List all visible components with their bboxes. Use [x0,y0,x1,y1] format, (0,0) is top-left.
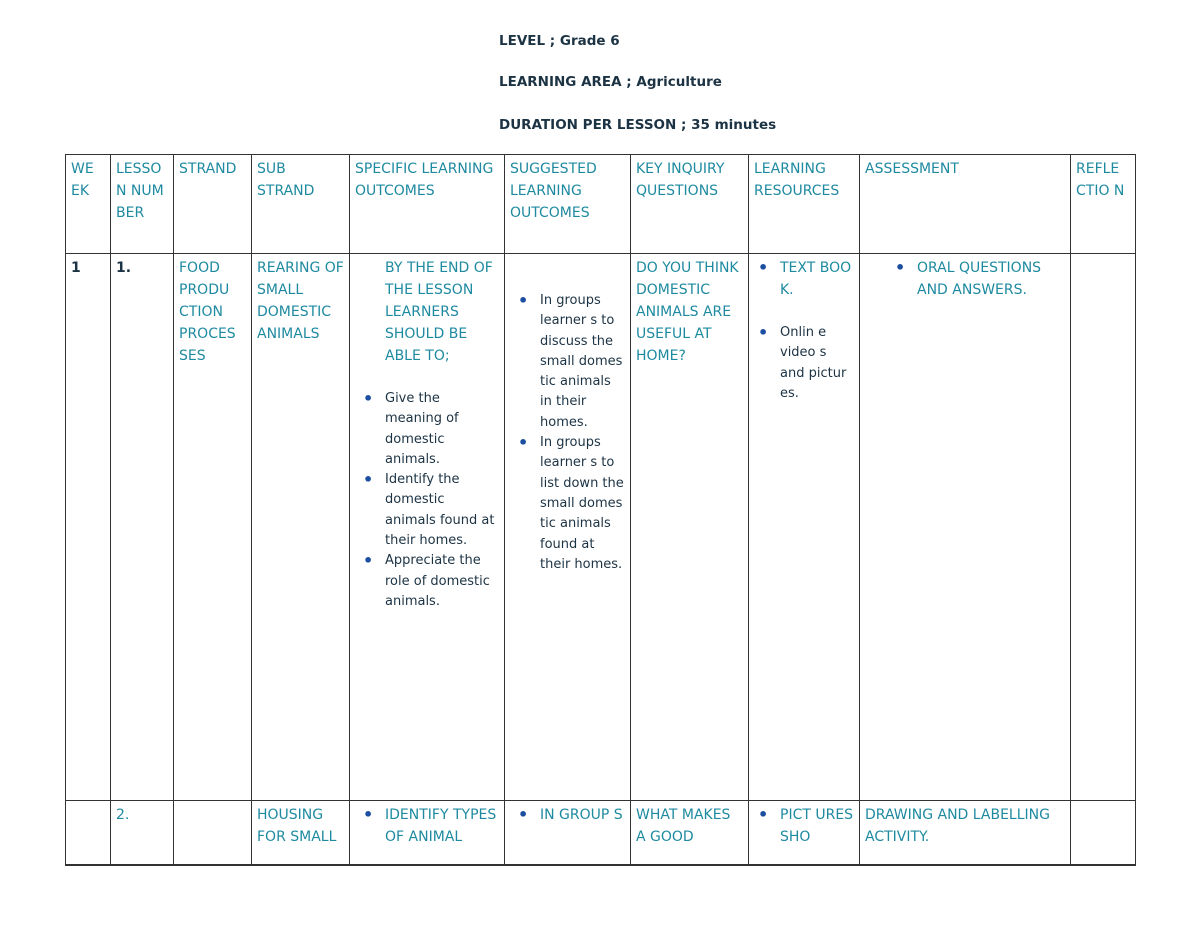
specific-outcomes-cell [350,254,505,801]
learning-resources-cell [749,801,860,866]
table-row [66,801,1136,866]
assessment-cell: DRAWING AND LABELLING ACTIVITY. [860,801,1071,866]
suggested-outcomes-cell [505,801,631,866]
learning-area-heading: LEARNING AREA ; Agriculture [499,74,722,90]
lesson-cell: 1. [111,254,174,801]
assessment-cell [860,254,1071,801]
reflection-cell [1071,254,1136,801]
list-item: • In groups learner s to discuss the small domes tic animals in their homes. [514,291,625,433]
list-item: • ORAL QUESTIONS AND ANSWERS. [891,257,1065,301]
col-header-assessment: ASSESSMENT [860,155,1071,254]
col-header-suggested-outcomes: SUGGESTED LEARNING OUTCOMES [505,155,631,254]
learning-resources-cell [749,254,860,801]
col-header-week: WE EK [66,155,111,254]
sub-strand-cell: REARING OF SMALL DOMESTIC ANIMALS [252,254,350,801]
resources-list [754,257,854,301]
list-item: • Identify the domestic animals found at their homes. [359,470,499,551]
list-item: • IN GROUP S [514,804,625,826]
duration-heading: DURATION PER LESSON ; 35 minutes [499,117,777,133]
reflection-cell [1071,801,1136,866]
list-item: • Appreciate the role of domestic animals. [359,551,499,612]
strand-cell [174,801,252,866]
col-header-learning-resources: LEARNING RESOURCES [749,155,860,254]
week-cell [66,801,111,866]
specific-outcomes-intro: BY THE END OF THE LESSON LEARNERS SHOULD BE ABLE TO; [385,260,493,364]
col-header-lesson-number: LESSO N NUM BER [111,155,174,254]
level-heading: LEVEL ; Grade 6 [499,33,620,49]
key-inquiry-cell: WHAT MAKES A GOOD [631,801,749,866]
suggested-outcomes-list [510,291,625,575]
resources-list-secondary [754,323,854,404]
list-item: • IDENTIFY TYPES OF ANIMAL [359,804,499,848]
table-header-row [66,155,1136,254]
resources-list [754,804,854,848]
sub-strand-cell: HOUSING FOR SMALL [252,801,350,866]
list-item: • In groups learner s to list down the small domes tic animals found at their homes. [514,433,625,575]
key-inquiry-cell: DO YOU THINK DOMESTIC ANIMALS ARE USEFUL AT HOME? [631,254,749,801]
assessment-list [865,257,1065,301]
specific-outcomes-list [355,804,499,848]
lesson-plan-table [65,154,1136,866]
col-header-specific-outcomes: SPECIFIC LEARNING OUTCOMES [350,155,505,254]
lesson-cell: 2. [111,801,174,866]
col-header-sub-strand: SUB STRAND [252,155,350,254]
col-header-key-inquiry: KEY INQUIRY QUESTIONS [631,155,749,254]
suggested-outcomes-list [510,804,625,826]
specific-outcomes-list [355,389,499,612]
list-item: • Onlin e video s and pictur es. [754,323,854,404]
suggested-outcomes-cell [505,254,631,801]
list-item: • Give the meaning of domestic animals. [359,389,499,470]
list-item: • PICT URES SHO [754,804,854,848]
strand-cell: FOOD PRODU CTION PROCES SES [174,254,252,801]
col-header-reflection: REFLE CTIO N [1071,155,1136,254]
list-item: • TEXT BOO K. [754,257,854,301]
table-row [66,254,1136,801]
week-cell: 1 [66,254,111,801]
specific-outcomes-cell [350,801,505,866]
col-header-strand: STRAND [174,155,252,254]
